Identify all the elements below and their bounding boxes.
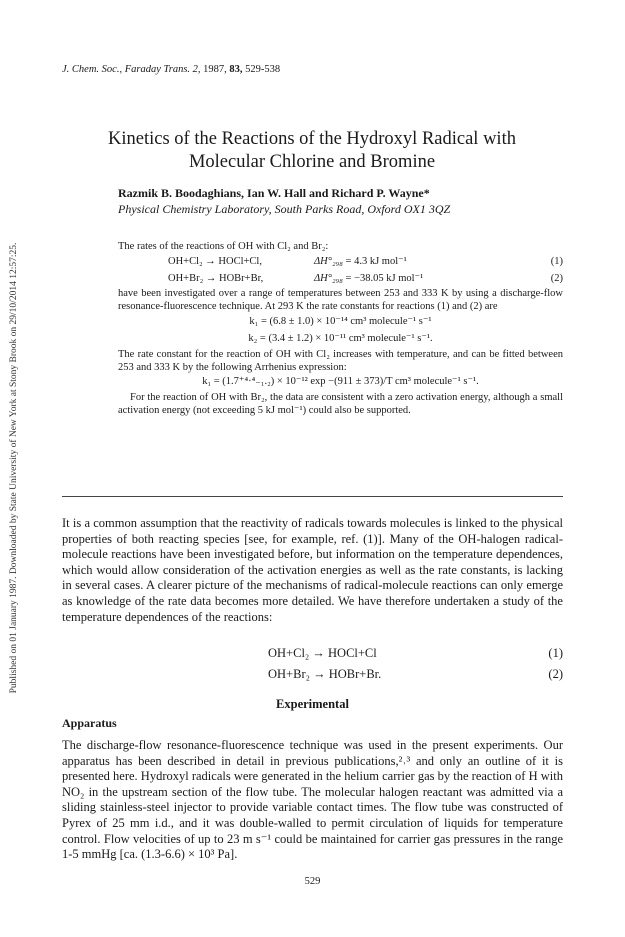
abstract-intro: The rates of the reactions of OH with Cl₂ and Br₂: <box>118 241 329 252</box>
journal-name: J. Chem. Soc., Faraday Trans. 2, <box>62 64 201 75</box>
affiliation: Physical Chemistry Laboratory, South Parks Road, Oxford OX1 3QZ <box>118 202 451 216</box>
reaction-2 <box>62 667 563 688</box>
reaction-1-number: (1) <box>548 646 563 660</box>
reaction-2-equation: OH+Br₂ → HOBr+Br. <box>268 667 382 681</box>
enthalpy-label: ΔH°₂₉₈ <box>314 256 343 268</box>
journal-volume: 83, <box>229 64 243 75</box>
abstract-paragraph-2: The rate constant for the reaction of OH with Cl₂ increases with temperature, and can be fitted between 253 and 333 K by the following Arrhenius expression: <box>118 348 563 373</box>
reaction-1-equation: OH+Cl₂ → HOCl+Cl <box>268 646 377 660</box>
article-title-line-2: Molecular Chlorine and Bromine <box>188 152 436 172</box>
rate-constant-k2: k₂ = (3.4 ± 1.2) × 10⁻¹¹ cm³ molecule⁻¹ s⁻¹. <box>248 332 433 344</box>
experimental-paragraph: The discharge-flow resonance-fluorescence technique was used in the present experiments. Our apparatus has been described in detail in previous publications,²˒³ and only an outline of it is presented here. Hydroxyl radicals were generated in the helium carrier gas by the reaction of H with NO₂ in the upstream section of the flow tube. The molecular halogen reactant was admitted via a sliding stainless-steel injector to provide variable contact times. The flow tube was constructed of Pyrex of 25 mm i.d., and it was double-walled to permit circulation of liquids for temperature control. Flow velocities of up to 23 m s⁻¹ could be maintained for carrier gas pressures in the range 1-5 mmHg [ca. (1.3-6.6) × 10³ Pa]. <box>62 738 563 862</box>
article-title-line-1: Kinetics of the Reactions of the Hydroxyl Radical with <box>108 129 516 149</box>
equation-2-enthalpy <box>314 272 423 285</box>
reaction-2-number: (2) <box>548 667 563 681</box>
abstract-paragraph-3: For the reaction of OH with Br₂, the data are consistent with a zero activation energy, although a small activation energy (not exceeding 5 kJ mol⁻¹) could also be supported. <box>118 392 563 417</box>
enthalpy-value: = 4.3 kJ mol⁻¹ <box>345 256 407 268</box>
abstract <box>118 240 563 417</box>
equation-1-number: (1) <box>550 256 563 268</box>
abstract-paragraph-1: have been investigated over a range of temperatures between 253 and 333 K by using a discharge-flow resonance-fluorescence technique. At 293 K the rate constants for reactions (1) and (2) are <box>118 288 563 313</box>
abstract-equation-2 <box>118 270 563 287</box>
journal-pages: 529-538 <box>245 64 281 75</box>
enthalpy-value: = −38.05 kJ mol⁻¹ <box>345 273 424 285</box>
enthalpy-label: ΔH°₂₉₈ <box>314 273 343 285</box>
journal-year: 1987, <box>203 64 227 75</box>
introduction-paragraph: It is a common assumption that the reactivity of radicals towards molecules is linked to the physical properties of both reacting species [see, for example, ref. (1)]. Many of the OH-halogen radical-molecule reactions have been investigated before, but information on the temperature dependences, which would allow consideration of the activation energies as well as the rate constants, is lacking in several cases. A clearer picture of the mechanisms of radical-molecule reactions can only emerge as knowledge of the rate data becomes more detailed. We have therefore undertaken a study of the temperature dependences of the reactions: <box>62 516 563 624</box>
page-number: 529 <box>304 876 321 887</box>
authors: Razmik B. Boodaghians, Ian W. Hall and Richard P. Wayne* <box>118 186 430 200</box>
abstract-equation-1 <box>118 253 563 270</box>
equation-2-reaction: OH+Br₂ → HOBr+Br, <box>168 273 264 285</box>
reaction-list <box>62 646 563 688</box>
section-heading-experimental: Experimental <box>276 697 349 711</box>
download-notice-sidebar <box>0 0 28 937</box>
arrhenius-expression: k₁ = (1.7⁺⁴·⁴₋₁.₂) × 10⁻¹² exp −(911 ± 373)/T cm³ molecule⁻¹ s⁻¹. <box>202 376 479 388</box>
journal-citation <box>62 64 280 75</box>
equation-1-enthalpy <box>314 255 407 268</box>
abstract-divider <box>62 496 563 497</box>
reaction-1 <box>62 646 563 667</box>
subsection-heading-apparatus: Apparatus <box>62 716 117 730</box>
download-notice-text: Published on 01 January 1987. Downloaded by State University of New York at Stony Brook on 29/10/2014 12:57:25. <box>9 242 19 694</box>
article-title <box>62 128 562 174</box>
equation-1-reaction: OH+Cl₂ → HOCl+Cl, <box>168 256 262 268</box>
rate-constant-k1: k₁ = (6.8 ± 1.0) × 10⁻¹⁴ cm³ molecule⁻¹ s⁻¹ <box>249 315 432 327</box>
equation-2-number: (2) <box>550 273 563 285</box>
